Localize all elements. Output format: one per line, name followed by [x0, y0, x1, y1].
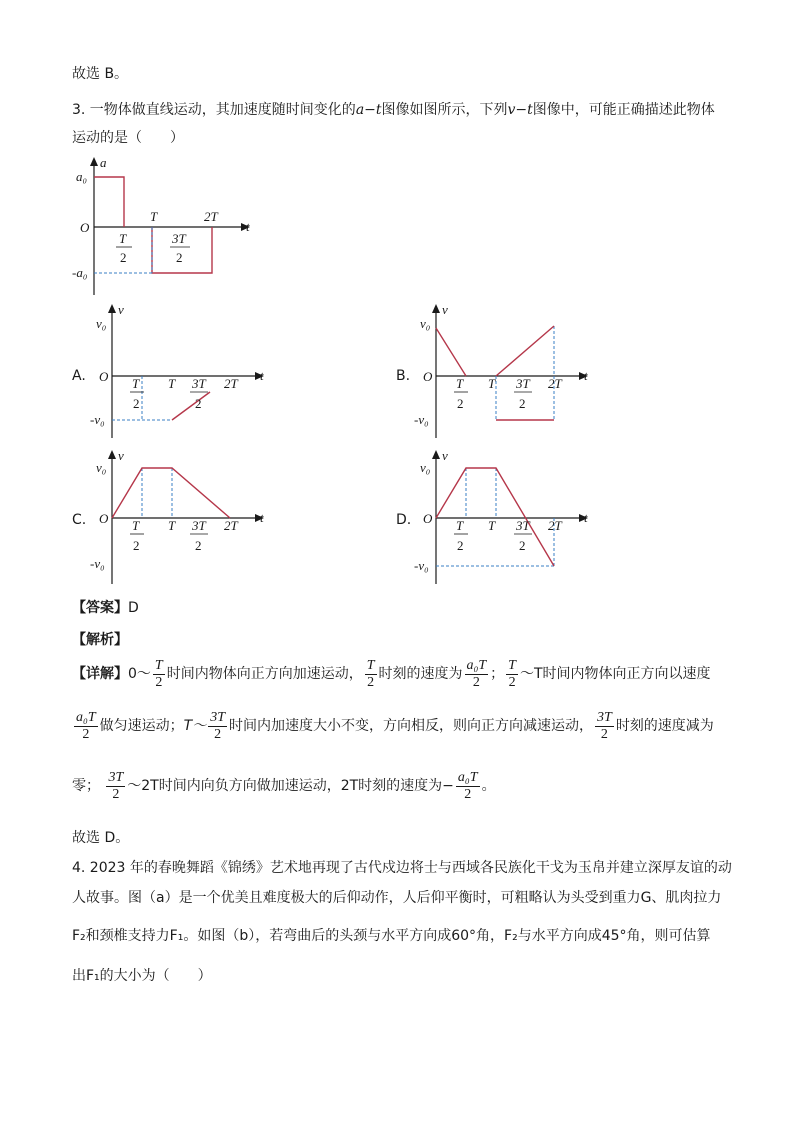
q3-stem-part1: 3. 一物体做直线运动，其加速度随时间变化的 — [72, 102, 356, 118]
svg-text:v: v — [442, 302, 448, 317]
answer-value: D — [128, 600, 139, 616]
svg-text:3T: 3T — [192, 376, 206, 391]
at-y-arrow — [90, 157, 98, 166]
vt-label: v−t — [507, 102, 533, 118]
svg-text:v₀: v₀ — [420, 460, 431, 475]
svg-text:O: O — [99, 511, 109, 526]
at-tick-T: T — [150, 209, 158, 224]
svg-text:t: t — [260, 368, 264, 383]
svg-text:-v₀: -v₀ — [90, 412, 105, 427]
answer-line — [72, 598, 139, 618]
svg-text:T: T — [132, 376, 140, 391]
svg-text:2T: 2T — [224, 376, 238, 391]
svg-text:T: T — [168, 518, 176, 533]
svg-text:t: t — [584, 368, 588, 383]
answer-label: 【答案】 — [72, 600, 128, 616]
svg-text:2: 2 — [195, 396, 202, 411]
q3-stem-line1 — [72, 100, 715, 120]
svg-text:2: 2 — [133, 396, 140, 411]
option-c-letter[interactable]: C. — [72, 512, 87, 528]
svg-text:-v₀: -v₀ — [414, 558, 429, 573]
svg-text:2: 2 — [195, 538, 202, 553]
q4-line1: 4. 2023 年的春晚舞蹈《锦绣》艺术地再现了古代戍边将士与西域各民族化干戈为玉帛并建立深厚友谊的动 — [72, 860, 732, 876]
at-segment-positive — [94, 177, 124, 227]
q4-line2: 人故事。图（a）是一个优美且难度极大的后仰动作，人后仰平衡时，可粗略认为头受到重力G、肌肉拉力 — [72, 890, 722, 906]
svg-text:O: O — [423, 369, 433, 384]
svg-text:2: 2 — [519, 538, 526, 553]
svg-text:v₀: v₀ — [420, 316, 431, 331]
detail-label: 【详解】 — [72, 666, 128, 682]
svg-text:T: T — [488, 518, 496, 533]
svg-text:v₀: v₀ — [96, 460, 107, 475]
detail-line3: 零； $\frac{3T}{2}$ ～2T时间内向负方向做加速运动，2T时刻的速度为− $\frac{\text{a₀T}}{2}$ 。 — [72, 769, 496, 802]
at-tick-T2-num: T — [119, 231, 127, 246]
previous-answer: 故选 B。 — [72, 66, 129, 82]
at-neg-a0: -a₀ — [72, 265, 88, 280]
svg-text:3T: 3T — [516, 376, 530, 391]
svg-text:v₀: v₀ — [96, 316, 107, 331]
q3-stem-part3: 图像中，可能正确描述此物体 — [532, 102, 715, 118]
svg-text:v: v — [442, 448, 448, 463]
svg-text:T: T — [456, 518, 464, 533]
svg-text:2: 2 — [457, 538, 464, 553]
at-graph — [70, 155, 270, 300]
final-answer: 故选 D。 — [72, 830, 130, 846]
detail-line2: $\frac{\text{a₀T}}{2}$ 做匀速运动；T～ $\frac{3T}{2}$ 时间内加速度大小不变，方向相反，则向正方向减速运动， $\frac{3T}{2}$ 时刻的速度减为 — [76, 709, 714, 742]
svg-text:O: O — [99, 369, 109, 384]
analysis-label: 【解析】 — [72, 632, 128, 648]
option-b-letter[interactable]: B. — [396, 368, 411, 384]
svg-text:T: T — [488, 376, 496, 391]
svg-text:v: v — [118, 448, 124, 463]
svg-text:t: t — [584, 510, 588, 525]
at-a0: a₀ — [76, 169, 88, 184]
at-tick-3T2-den: 2 — [176, 250, 183, 265]
svg-text:v: v — [118, 302, 124, 317]
svg-text:T: T — [456, 376, 464, 391]
option-a-letter[interactable]: A. — [72, 368, 86, 384]
q3-stem-part2: 图像如图所示，下列 — [381, 102, 508, 118]
at-tick-T2-den: 2 — [120, 250, 127, 265]
option-d-letter[interactable]: D. — [396, 512, 412, 528]
q3-stem-line2: 运动的是（ ） — [72, 130, 184, 146]
svg-text:2T: 2T — [224, 518, 238, 533]
detail-line1: 【详解】0～ $\frac{T}{2}$ 时间内物体向正方向加速运动， $\frac{T}{2}$ 时刻的速度为 $\frac{\text{a₀T}}{2}$ ； $\frac{T}{2}$ ～T时间内物体向正方向以速度 — [72, 657, 711, 690]
at-origin: O — [80, 220, 90, 235]
option-b-graph[interactable] — [414, 302, 599, 442]
svg-text:T: T — [132, 518, 140, 533]
svg-text:O: O — [423, 511, 433, 526]
at-tick-2T: 2T — [204, 209, 218, 224]
option-d-graph[interactable] — [414, 448, 599, 588]
option-a-graph[interactable] — [90, 302, 275, 442]
at-xlabel: t — [246, 219, 250, 234]
svg-text:2: 2 — [133, 538, 140, 553]
q4-line4: 出F₁的大小为（ ） — [72, 968, 212, 984]
option-c-graph[interactable] — [90, 448, 275, 588]
svg-text:3T: 3T — [192, 518, 206, 533]
at-label: a−t — [355, 102, 382, 118]
q4-line3: F₂和颈椎支持力F₁。如图（b），若弯曲后的头颈与水平方向成60°角，F₂与水平方向成45°角，则可估算 — [72, 928, 711, 944]
svg-text:2: 2 — [519, 396, 526, 411]
svg-text:2: 2 — [457, 396, 464, 411]
svg-text:2T: 2T — [548, 376, 562, 391]
at-tick-3T2-num: 3T — [172, 231, 186, 246]
svg-text:3T: 3T — [516, 518, 530, 533]
svg-text:-v₀: -v₀ — [414, 412, 429, 427]
option-a-line — [172, 392, 210, 420]
svg-text:-v₀: -v₀ — [90, 556, 105, 571]
svg-text:2T: 2T — [548, 518, 562, 533]
svg-text:T: T — [168, 376, 176, 391]
svg-text:t: t — [260, 510, 264, 525]
at-ylabel: a — [100, 155, 107, 170]
